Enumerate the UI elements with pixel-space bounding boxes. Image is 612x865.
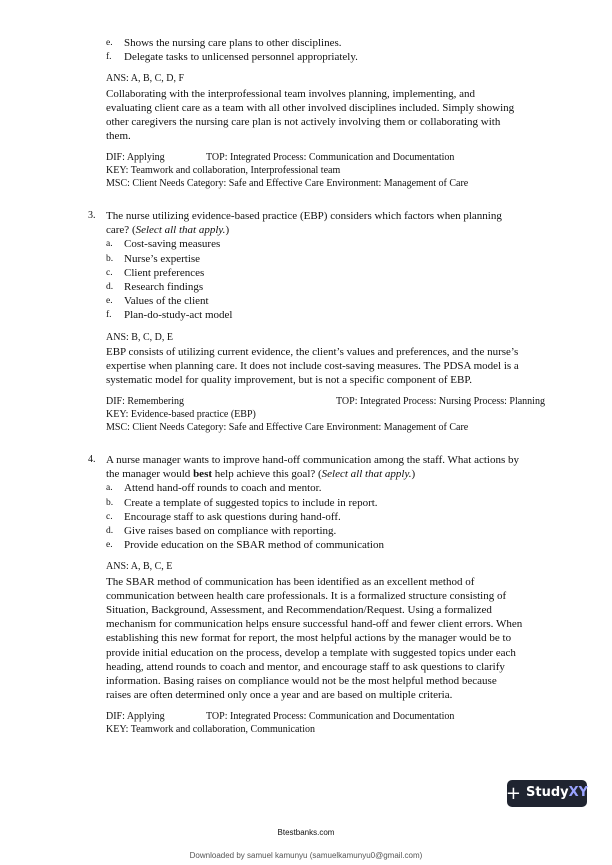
- option-e: e. Provide education on the SBAR method of communication: [106, 539, 384, 552]
- key-line: KEY: Teamwork and collaboration, Communication: [106, 724, 315, 736]
- difficulty-topic-row: DIF: Applying TOP: Integrated Process: Communication and Documentation: [106, 711, 455, 723]
- option-a: a. Cost-saving measures: [106, 238, 221, 251]
- option-c: c. Client preferences: [106, 266, 205, 279]
- option-c: c. Encourage staff to ask questions during hand-off.: [106, 510, 341, 523]
- option-f: f. Delegate tasks to unlicensed personnel appropriately.: [106, 51, 358, 64]
- key-line: KEY: Evidence-based practice (EBP): [106, 409, 256, 421]
- option-d: d. Give raises based on compliance with reporting.: [106, 525, 337, 538]
- option-b: b. Nurse’s expertise: [106, 252, 201, 265]
- option-e: e. Shows the nursing care plans to other disciplines.: [106, 37, 342, 49]
- key-line: KEY: Teamwork and collaboration, Interprofessional team: [106, 165, 341, 177]
- answer-key: ANS: A, B, C, E: [106, 561, 173, 573]
- question-3: [88, 209, 576, 434]
- msc-line: MSC: Client Needs Category: Safe and Effective Care Environment: Management of Care: [106, 422, 469, 434]
- question-2-continued: [106, 36, 576, 190]
- studyxy-logo-text: StudyXY: [526, 785, 589, 801]
- plus-icon: +: [505, 782, 522, 804]
- rationale: Collaborating with the interprofessional team involves planning, implementing, and evaluating client care as a team with all other involved disciplines included. Simply showing other caregivers the nursing care plan is not actively involving them or collaborating with them.: [106, 87, 515, 143]
- footer-site: Btestbanks.com: [277, 828, 335, 837]
- answer-key: ANS: A, B, C, D, F: [106, 73, 185, 85]
- question-4: [88, 453, 576, 736]
- answer-key: ANS: B, C, D, E: [106, 331, 173, 343]
- option-b: b. Create a template of suggested topics to include in report.: [106, 496, 378, 509]
- difficulty-topic-row: DIF: Applying TOP: Integrated Process: Communication and Documentation: [106, 152, 455, 164]
- studyxy-badge[interactable]: [507, 780, 587, 807]
- question-stem: 3. The nurse utilizing evidence-based practice (EBP) considers which factors when planning care? (Select all that apply.): [88, 210, 502, 237]
- option-f: f. Plan-do-study-act model: [106, 309, 233, 322]
- msc-line: MSC: Client Needs Category: Safe and Effective Care Environment: Management of Care: [106, 178, 469, 190]
- option-d: d. Research findings: [106, 281, 204, 294]
- rationale: The SBAR method of communication has been identified as an excellent method of communication between health care professionals. It is a formalized structure consisting of Situation, Background, Assessment, and Recommendation/Request. Using a formalized mechanism for communication helps ensure successful hand-off and fewer client errors. When establishing this new format for report, the most helpful actions by the manager would be to provide initial education on the process, develop a template with suggested topics under each heading, attend rounds to coach and mentor, and encourage staff to ask questions to clarify information. Basing raises on compliance would not be the most helpful method because raises are often determined only once a year and are based on multiple criteria.: [106, 575, 523, 702]
- rationale: EBP consists of utilizing current evidence, the client’s values and preferences, and the nurse’s expertise when planning care. It does not include cost-saving measures. The PDSA model is a systematic model for quality improvement, but is not a specific component of EBP.: [106, 345, 519, 387]
- option-e: e. Values of the client: [106, 295, 209, 308]
- question-stem: 4. A nurse manager wants to improve hand-off communication among the staff. What actions by the manager would best help achieve this goal? (Select all that apply.): [88, 454, 520, 481]
- difficulty-topic-row: DIF: Remembering TOP: Integrated Process: Nursing Process: Planning: [106, 396, 545, 408]
- option-a: a. Attend hand-off rounds to coach and mentor.: [106, 482, 322, 495]
- footer-downloaded-by: Downloaded by samuel kamunyu (samuelkamunyu0@gmail.com): [189, 851, 423, 860]
